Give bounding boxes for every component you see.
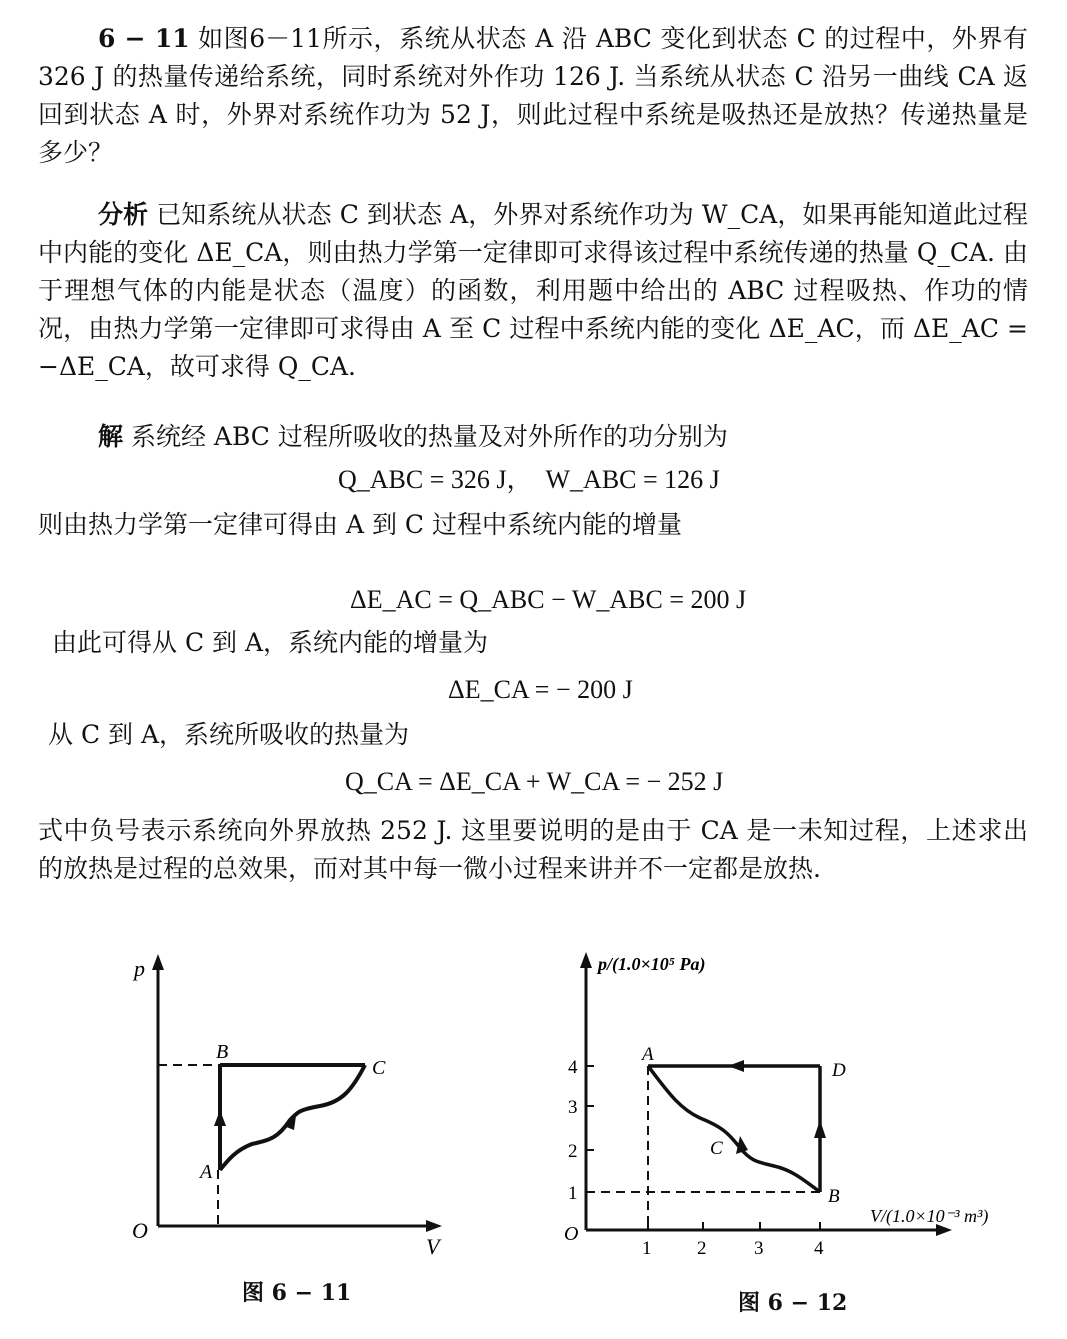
p-axis-arrow [580, 952, 592, 968]
solution-conclusion: 式中负号表示系统向外界放热 252 J. 这里要说明的是由于 CA 是一未知过程，上述求出的放热是过程的总效果，而对其中每一微小过程来讲并不一定都是放热. [38, 816, 1028, 883]
figure-6-11 [120, 950, 460, 1260]
problem-paragraph [38, 20, 1028, 172]
figure-6-12-diagram [560, 948, 1030, 1268]
point-b-label: B [828, 1186, 840, 1207]
path-ab-arrow [214, 1110, 226, 1126]
y-tick-label-1: 1 [568, 1183, 578, 1204]
point-c-label: C [710, 1138, 723, 1159]
y-tick-label-2: 2 [568, 1141, 578, 1162]
origin-label: O [132, 1218, 148, 1243]
equation-1: Q_ABC = 326 J， W_ABC = 126 J [338, 465, 720, 494]
y-tick-label-4: 4 [568, 1057, 578, 1078]
solution-text-3: 由此可得从 C 到 A，系统内能的增量为 [52, 628, 489, 657]
point-a-label: A [642, 1044, 654, 1065]
point-b-label: B [216, 1041, 229, 1063]
point-d-label: D [832, 1060, 846, 1081]
figure-6-12-caption: 图 6 − 12 [738, 1290, 848, 1316]
figure-6-11-diagram [120, 950, 460, 1260]
path-db-arrow [814, 1120, 826, 1138]
x-tick-label-3: 3 [754, 1238, 764, 1259]
problem-number: 6 − 11 [98, 24, 190, 53]
x-tick-label-2: 2 [697, 1238, 707, 1259]
equation-3: ΔE_CA = − 200 J [448, 675, 633, 704]
path-acb [648, 1066, 820, 1192]
path-ca [220, 1065, 365, 1170]
solution-text-4: 从 C 到 A，系统所吸收的热量为 [48, 720, 410, 749]
v-axis-label: V [426, 1234, 440, 1259]
equation-2: ΔE_AC = Q_ABC − W_ABC = 200 J [350, 585, 747, 614]
path-ad-arrow [728, 1060, 744, 1072]
x-tick-label-4: 4 [814, 1238, 824, 1259]
solution-text-2: 则由热力学第一定律可得由 A 到 C 过程中系统内能的增量 [38, 510, 682, 539]
x-tick-label-1: 1 [642, 1238, 652, 1259]
analysis-text: 已知系统从状态 C 到状态 A，外界对系统作功为 W_CA，如果再能知道此过程中内能的变化 ΔE_CA，则由热力学第一定律即可求得该过程中系统传递的热量 Q_CA. 由于理想气体的内能是状态（温度）的函数，利用题中给出的 ABC 过程吸热、作功的情况，由热力学第一定律即可求得由 A 至 C 过程中系统内能的变化 ΔE_AC，而 ΔE_AC = −ΔE_CA，故可求得 Q_CA. [38, 200, 1028, 381]
figure-6-12 [560, 948, 1030, 1268]
solution-label: 解 [98, 422, 124, 451]
figure-6-11-caption: 图 6 − 11 [242, 1280, 352, 1306]
y-tick-label-3: 3 [568, 1097, 578, 1118]
v-axis-label: V/(1.0×10⁻³ m³) [870, 1206, 989, 1226]
analysis-paragraph [38, 196, 1028, 386]
problem-text: 如图6－11所示，系统从状态 A 沿 ABC 变化到状态 C 的过程中，外界有 326 J 的热量传递给系统，同时系统对外作功 126 J. 当系统从状态 C 沿另一曲线 CA 返回到状态 A 时，外界对系统作功为 52 J，则此过程中系统是吸热还是放热？传递热量是多少？ [38, 24, 1028, 167]
point-c-label: C [372, 1057, 386, 1079]
p-axis-label: p/(1.0×10⁵ Pa) [598, 954, 706, 974]
equation-4: Q_CA = ΔE_CA + W_CA = − 252 J [345, 767, 724, 796]
solution-intro: 系统经 ABC 过程所吸收的热量及对外所作的功分别为 [130, 422, 728, 451]
p-axis-arrow [152, 954, 164, 970]
point-a-label: A [200, 1161, 213, 1183]
solution-intro-line [98, 418, 728, 456]
p-axis-label: p [134, 956, 145, 981]
origin-label: O [564, 1223, 579, 1245]
analysis-label: 分析 [98, 200, 149, 229]
v-axis-arrow [426, 1220, 442, 1232]
